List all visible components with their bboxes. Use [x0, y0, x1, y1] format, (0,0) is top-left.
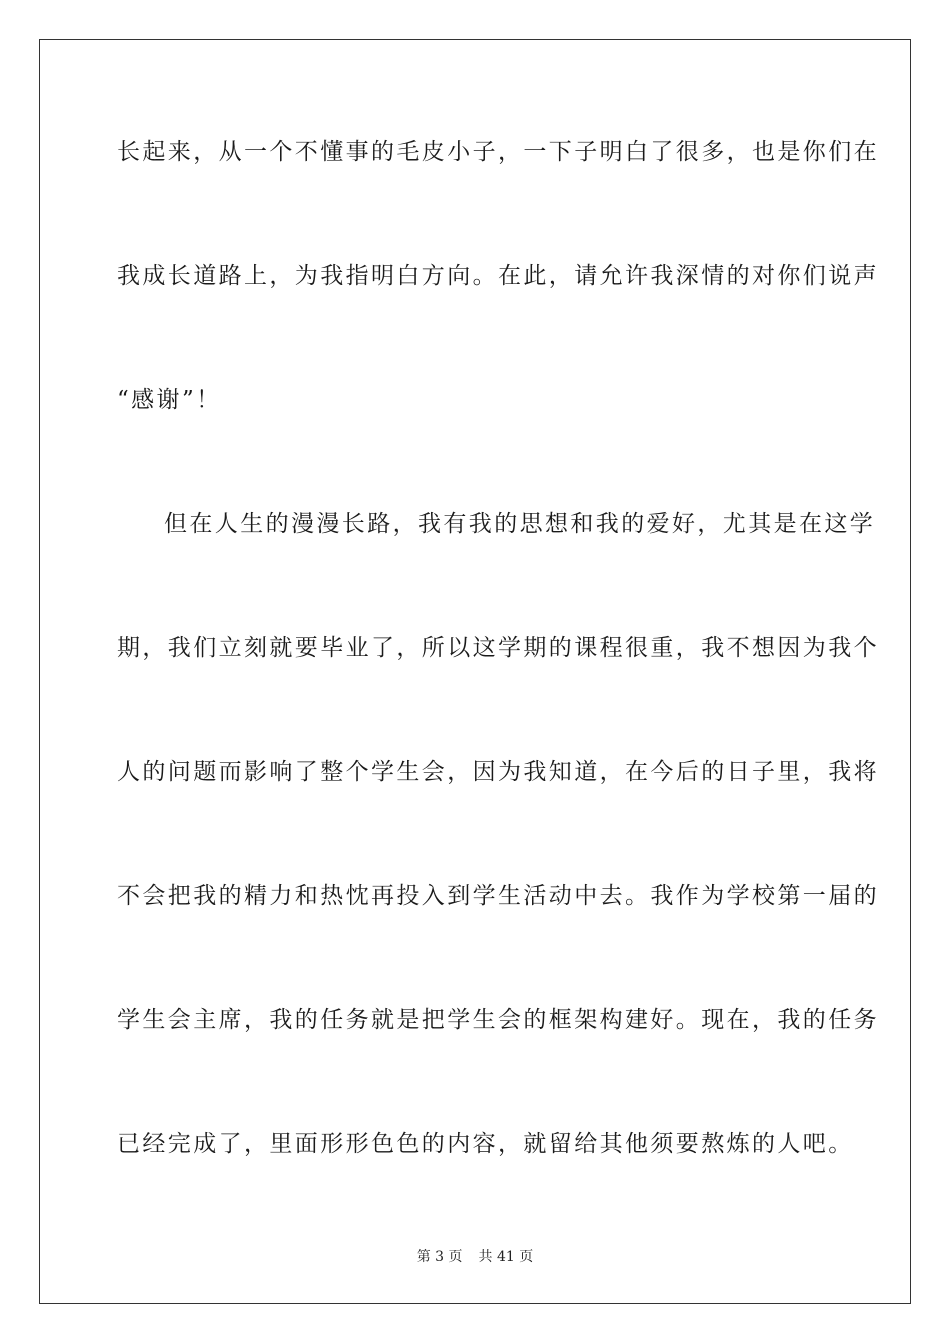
paragraph-first-line: 但在人生的漫漫长路，我有我的思想和我的爱好，尤其是在这学: [164, 511, 876, 537]
body-text-line: 已经完成了，里面形形色色的内容，就留给其他须要熬炼的人吧。: [117, 1131, 854, 1157]
body-text-line: 我成长道路上，为我指明白方向。在此，请允许我深情的对你们说声: [117, 263, 879, 289]
page-number: 第 3 页: [416, 1249, 463, 1265]
body-text-line: “感谢”！: [117, 387, 222, 413]
body-text-line: 期，我们立刻就要毕业了，所以这学期的课程很重，我不想因为我个: [117, 635, 879, 661]
total-pages: 共 41 页: [478, 1249, 534, 1265]
page-footer: [0, 1248, 950, 1266]
page-frame: [39, 39, 911, 1304]
body-text-line: 不会把我的精力和热忱再投入到学生活动中去。我作为学校第一届的: [117, 883, 879, 909]
body-text-line: 长起来，从一个不懂事的毛皮小子，一下子明白了很多，也是你们在: [117, 139, 879, 165]
body-text-line: 人的问题而影响了整个学生会，因为我知道，在今后的日子里，我将: [117, 759, 879, 785]
body-text-line: 学生会主席，我的任务就是把学生会的框架构建好。现在，我的任务: [117, 1007, 879, 1033]
